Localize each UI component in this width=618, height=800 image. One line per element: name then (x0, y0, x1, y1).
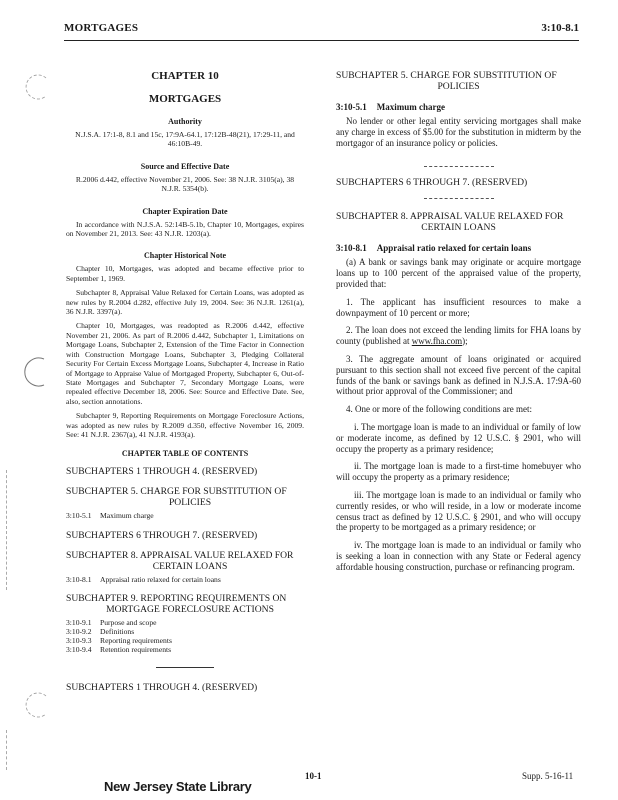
paragraph-4-iv: iv. The mortgage loan is made to an individual or family who is seeking a loan in connection with any State or Federal agency affordable housing construction, purchase or refinancing program. (336, 540, 581, 572)
subchapter-heading: SUBCHAPTERS 6 THROUGH 7. (RESERVED) (336, 177, 528, 189)
toc-heading: CHAPTER TABLE OF CONTENTS (121, 449, 249, 459)
paragraph-4: 4. One or more of the following conditions are met: (346, 404, 532, 415)
margin-mark (6, 470, 11, 590)
paragraph-4-iii: iii. The mortgage loan is made to an individual or family who currently resides, or who will reside, in a low or moderate income census tract as defined by 12 U.S.C. § 2901, and who will occupy the property to be mortgaged as a primary residence; or (336, 489, 581, 533)
toc-subchapter: SUBCHAPTERS 6 THROUGH 7. (RESERVED) (66, 529, 258, 541)
history-heading: Chapter Historical Note (143, 251, 227, 261)
history-paragraph: Subchapter 8, Appraisal Value Relaxed for Certain Loans, was adopted as new rules by R.2004 d.282, effective July 19, 2004. See: 36 N.J.R. 1261(a), 36 N.J.R. 3397(a). (66, 288, 304, 317)
fha-link[interactable]: www.fha.com (411, 336, 463, 347)
subchapter-heading: SUBCHAPTER 8. APPRAISAL VALUE RELAXED FOR CERTAIN LOANS (336, 211, 564, 234)
history-paragraph: Chapter 10, Mortgages, was readopted as R.2006 d.442, effective November 21, 2006. As part of R.2006 d.442, Subchapter 1, Limitations on Mortgage Loans, Subchapter 2, Extension of the Time Factor in Connection with Construction Mortgage Loans, Subchapter 3, Pledging Collateral Security For Certain Excess Mortgage Loans, Subchapter 4, Increase in Ratio of Mortgage to Appraise Value of Mortgaged Property, Subchapter 6, Out-of-State Mortgages and Subchapter 7, Secondary Mortgage Loans, were repealed effective December 18, 2006. See: Source and Effective Date. See, also, section annotations. (66, 321, 304, 406)
chapter-number: CHAPTER 10 (151, 70, 219, 82)
margin-mark (6, 730, 11, 770)
section-divider (424, 166, 494, 167)
header-title: MORTGAGES (64, 22, 139, 34)
left-column (66, 70, 304, 696)
header-section: 3:10-8.1 (541, 22, 579, 34)
source-heading: Source and Effective Date (140, 161, 230, 171)
toc-entry: 3:10-9.4 Retention requirements (66, 645, 172, 655)
expiration-heading: Chapter Expiration Date (142, 206, 228, 216)
toc-entry: 3:10-8.1 Appraisal ratio relaxed for certain loans (66, 574, 221, 584)
binder-hole-icon (22, 72, 56, 106)
header-rule (64, 40, 579, 41)
authority-heading: Authority (168, 117, 202, 126)
source-text: R.2006 d.442, effective November 21, 2006. See: 38 N.J.R. 3105(a), 38 N.J.R. 5354(b). (75, 174, 295, 194)
paragraph-2: 2. The loan does not exceed the lending limits for FHA loans by county (published at www.fha.com); (336, 325, 581, 347)
toc-subchapter: SUBCHAPTER 8. APPRAISAL VALUE RELAXED FOR CERTAIN LOANS (66, 549, 294, 572)
paragraph-1: 1. The applicant has insufficient resources to make a downpayment of 10 percent or more; (336, 296, 581, 318)
history-paragraph: Subchapter 9, Reporting Requirements on Mortgage Foreclosure Actions, was adopted as new rules by R.2009 d.350, effective November 16, 2009. See: 41 N.J.R. 2367(a), 41 N.J.R. 4193(a). (66, 411, 304, 439)
toc-entry: 3:10-9.2 Definitions (66, 626, 135, 636)
paragraph-a: (a) A bank or savings bank may originate or acquire mortgage loans up to 100 percent of the appraised value of the property, provided that: (336, 257, 581, 289)
paragraph-4-ii: ii. The mortgage loan is made to a first-time homebuyer who will occupy the property as a primary residence; (336, 461, 581, 483)
toc-entry: 3:10-9.1 Purpose and scope (66, 617, 157, 627)
expiration-text: In accordance with N.J.S.A. 52:14B-5.1b, Chapter 10, Mortgages, expires on November 21, 2013. See: 43 N.J.R. 1203(a). (66, 219, 304, 239)
paragraph-4-i: i. The mortgage loan is made to an individual or family of low or moderate income, as defined by 12 U.S.C. § 2901, who will occupy the property as a primary residence; (336, 421, 581, 454)
section-heading: 3:10-8.1 Appraisal ratio relaxed for certain loans (336, 243, 532, 254)
paragraph-3: 3. The aggregate amount of loans originated or acquired pursuant to this section shall not exceed five percent of the capital funds of the bank or savings bank as defined in N.J.S.A. 17:9A-60 without prior approval of the Commissioner; and (336, 353, 581, 397)
page-number: 10-1 (305, 771, 322, 781)
history-paragraph: Chapter 10, Mortgages, was adopted and became effective prior to September 1, 1969. (66, 264, 304, 283)
chapter-title: MORTGAGES (148, 93, 222, 105)
toc-subchapter: SUBCHAPTER 9. REPORTING REQUIREMENTS ON MORTGAGE FORECLOSURE ACTIONS (66, 592, 287, 615)
toc-subchapter: SUBCHAPTER 5. CHARGE FOR SUBSTITUTION OF POLICIES (66, 486, 287, 509)
section-divider (156, 667, 214, 668)
section-divider (424, 198, 494, 199)
supplement-date: Supp. 5-16-11 (522, 771, 574, 781)
toc-entry: 3:10-9.3 Reporting requirements (66, 636, 172, 646)
running-header (64, 22, 579, 40)
right-column (336, 70, 581, 580)
section-text: No lender or other legal entity servicing mortgages shall make any charge in excess of $5.00 for the substitution in midterm by the mortgagor of an insurance policy or policies. (336, 116, 581, 148)
binder-hole-icon (22, 355, 56, 389)
toc-entry: 3:10-5.1 Maximum charge (66, 511, 154, 521)
subchapter-heading: SUBCHAPTER 5. CHARGE FOR SUBSTITUTION OF POLICIES (336, 70, 557, 92)
library-stamp: New Jersey State Library (104, 779, 252, 794)
section-heading: 3:10-5.1 Maximum charge (336, 102, 445, 112)
toc-subchapter: SUBCHAPTERS 1 THROUGH 4. (RESERVED) (66, 466, 258, 478)
subchapter-heading: SUBCHAPTERS 1 THROUGH 4. (RESERVED) (66, 681, 258, 693)
authority-text: N.J.S.A. 17:1-8, 8.1 and 15c, 17:9A-64.1, 17:12B-48(21), 17:29-11, and 46:10B-49. (75, 130, 295, 149)
binder-hole-icon (22, 690, 56, 724)
